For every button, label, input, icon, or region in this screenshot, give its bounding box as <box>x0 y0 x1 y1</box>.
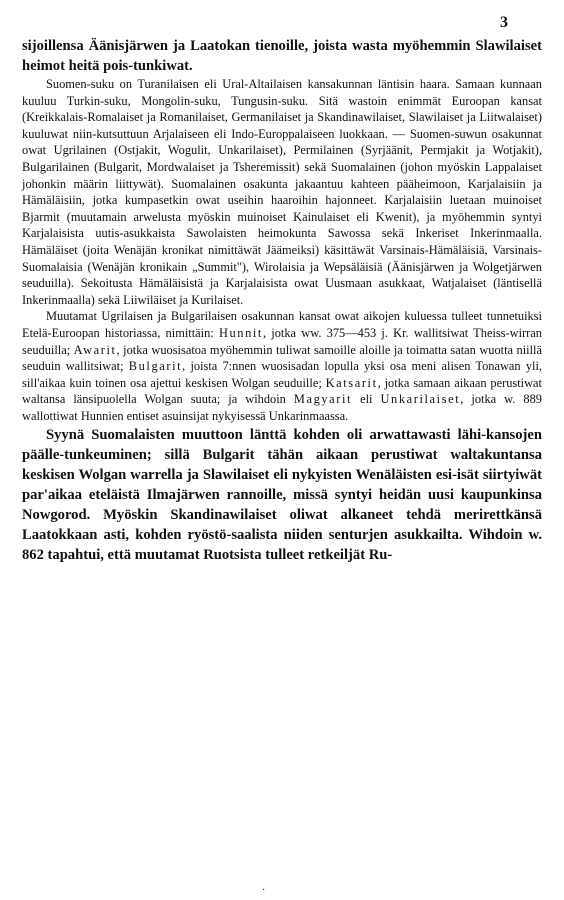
text-run: , jotka w. 889 wallottiwat Hunnien entiset asuinsijat nykyisessä Unkarinmaassa. <box>22 392 542 423</box>
text-run: Syynä Suomalaisten muuttoon länttä kohden oli arwattawasti lähi-kansojen päälle-tunkeuminen; sillä Bulgarit tähän aikaan perustiwat waltakuntansa keskisen Wolgan warrella ja Slawilaiset eli nykyisten Wenäläisten esi-isät siirtyiwät par'aikaa eteläistä Ilmajärwen rannoille, missä syntyi heidän uusi kaupunkinsa Nowgorod. Myöskin Skandinawilaiset oliwat alkaneet tehdä merirettkänsä Laatokkaan asti, kohden ryöstö-saalista niiden senturjen asukkailta. Wihdoin w. 862 tapahtui, että muutamat Ruotsista tulleet retkeiljät Ru- <box>22 427 542 564</box>
footer-mark: . <box>262 882 266 893</box>
spaced-name: Magyarit <box>293 392 353 407</box>
text-run: Muutamat Ugrilaisen ja Bulgarilaisen osakunnan kansat owat aikojen kuluessa tulleet tunnetuiksi Etelä-Euroopan historiassa, nimittäin: <box>22 309 542 340</box>
text-run: , joista 7:nnen wuosisadan lopulla yksi osa meni alisen Tonawan yli, sill'aikaa kuin toinen osa ajettui keskisen Wolgan seuduille; <box>22 359 542 390</box>
spaced-name: Hunnit <box>218 325 263 340</box>
spaced-name: Unkarilaiset <box>380 392 461 407</box>
paragraph <box>22 308 542 424</box>
paragraph <box>22 36 542 76</box>
paragraph <box>22 425 542 565</box>
spaced-name: Awarit <box>73 342 117 357</box>
page-number: 3 <box>500 14 508 31</box>
text-run: sijoillensa Äänisjärwen ja Laatokan tienoille, joista wasta myöhemmin Slawilaiset heimot heitä pois-tunkiwat. <box>22 38 542 74</box>
text-run: Suomen-suku on Turanilaisen eli Ural-Altailaisen kansakunnan läntisin haara. Samaan kunnaan kuuluu Turkin-suku, Mongolin-suku, Tungusin-suku. Sitä wastoin enimmät Euroopan kansat (Kreikkalais-Romalaiset ja Romanilaiset, Germanilaiset ja Skandinawilaiset, Slawilaiset ja Liitwalaiset) kuuluwat niin-kutsuttuun Arjalaiseen eli Indo-Europpalaiseen luokkaan. — Suomen-suwun osakunnat owat Ugrilainen (Ostjakit, Wogulit, Unkarilaiset), Permilainen (Syrjäänit, Permjakit ja Wotjakit), Bulgarilainen (Bulgarit, Mordwalaiset ja Tsheremissit) sekä Suomalainen (johon myöskin Lappalaiset johonkin määrin liittywät). Suomalainen osakunta jakaantuu kahteen pääheimoon, Karjalaisiin ja Hämäläisiin, jotka kumpasetkin owat useihin haaroihin hajonneet. Karjalaisiin luetaan muinoiset Bjarmit (muutamain arwelusta myöskin muinoiset Kainulaiset eli Kwenit), ja myöhemmin syntyi Karjalaisista uutis-asukkaista Sawolaisten heimokunta Sawossa sekä Inkeriset Inkerinmaalla. Hämäläiset (joita Wenäjän kronikat nimittäwät Jäämeiksi) käsittäwät Varsinais-Hämäläisiä, Varsinais-Suomalaisia (Wenäjän kronikain „Summit"), Wirolaisia ja Wepsäläisiä (Äänisjärwen ja Wolgetjärwen seuduilla). Sekoitusta Hämäläisistä ja Karjalaisista owat Uusmaan asukkaat, Watjalaiset (läntisellä Inkerinmaalla) sekä Liiwiläiset ja Kurilaiset. <box>22 77 542 307</box>
text-run: , jotka wuosisatoa myöhemmin tuliwat samoille aloille ja toimatta satan wuotta niillä seuduin wallitsiwat; <box>22 342 542 374</box>
text-run: , jotka samaan aikaan perustiwat waltansa länsipuolella Wolgan suuta; ja wihdoin <box>22 375 542 407</box>
spaced-name: Bulgarit <box>128 359 183 374</box>
body-text <box>22 36 542 565</box>
text-run: eli <box>352 392 381 407</box>
text-run: , jotka ww. 375—453 j. Kr. wallitsiwat Theiss-wirran seuduilla; <box>22 325 542 357</box>
spaced-name: Katsarit <box>325 375 378 390</box>
paragraph <box>22 76 542 308</box>
